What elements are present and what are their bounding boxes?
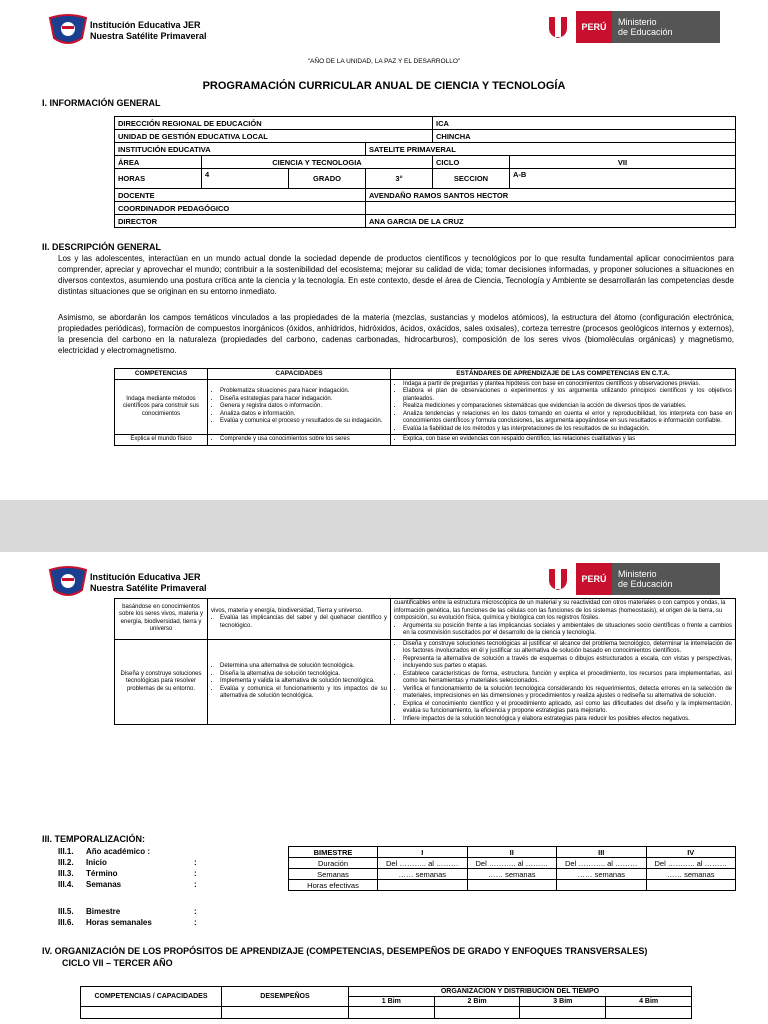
list-item: • Argumenta su posición frente a las implicancias sociales y ambientales de situaciones socio científicas o frente a cambios en la cosmovisión suscitados por el desarrollo de la ciencia y tecnología. — [403, 623, 732, 638]
horas-label: HORAS — [115, 169, 202, 189]
item-label: Inicio — [86, 858, 107, 867]
item-label: Año académico : — [86, 847, 151, 856]
list-item: • Verifica el funcionamiento de la solución tecnológica considerando los requerimientos, detecta errores en la selección de materiales, imprecisiones en las dimensiones y procedimientos y realiza ajustes o rediseña su alternativa de solución. — [403, 686, 732, 701]
school-crest-icon — [48, 12, 88, 48]
duration-value: Del ……….. al ……… — [467, 858, 557, 869]
section-heading-info: I. INFORMACIÓN GENERAL — [42, 98, 161, 108]
item-colon: : — [194, 858, 197, 867]
weeks-value: …… semanas — [467, 869, 557, 880]
document-title: PROGRAMACIÓN CURRICULAR ANUAL DE CIENCIA Y TECNOLOGÍA — [202, 80, 566, 92]
peru-shield-icon — [540, 11, 576, 43]
table-cell — [520, 1007, 606, 1019]
weeks-value: …… semanas — [646, 869, 736, 880]
duration-value: Del ……….. al ……… — [646, 858, 736, 869]
list-item: • Evalúa las implicancias del saber y del quehacer científico y tecnológico. — [220, 615, 387, 630]
col-header-competencias-capacidades: COMPETENCIAS / CAPACIDADES — [81, 987, 222, 1007]
seccion-label: SECCION — [433, 169, 510, 189]
ministry-logo — [540, 11, 720, 43]
section-heading-temporalizacion: III. TEMPORALIZACIÓN: — [42, 834, 145, 844]
school-name-line2: Nuestra Satélite Primaveral — [90, 583, 207, 593]
list-item: • Diseña la alternativa de solución tecnológica. — [220, 671, 387, 679]
temporalization-list — [58, 846, 197, 928]
table-row — [115, 379, 736, 435]
list-item: • Genera y registra datos o información. — [220, 403, 387, 411]
list-item: • Explica, con base en evidencias con respaldo científico, las relaciones cualitativas y las — [403, 436, 732, 444]
ugel-value: CHINCHA — [433, 130, 736, 143]
description-paragraph-2: Asimismo, se abordarán los campos temáticos vinculados a las propiedades de la materia (mezclas, sustancias y modelos atómicos), la estructura del átomo (configuración electrónica, propiedades periódicas), formación de compuestos inorgánicos (óxidos, anhídridos, hidróxidos, ácidos, oxácidos, sales oxisales), corteza terrestre (procesos geológicos internos y externos), la presencia del carbono en la naturaleza (propiedades del carbono, cadenas carbonadas, hidrocarburos), composición de los seres vivos (biomoléculas orgánicas) y magnetismo, electricidad y electromagnetismo. — [58, 313, 734, 355]
page-header — [48, 8, 720, 52]
competency-cell: basándose en conocimientos sobre los seres vivos, materia y energía, biodiversidad, tierra y universo — [115, 599, 208, 640]
item-number: III.4. — [58, 880, 74, 889]
ugel-label: UNIDAD DE GESTIÓN EDUCATIVA LOCAL — [115, 130, 433, 143]
ministry-logo — [540, 563, 720, 595]
list-item: • Evalúa y comunica el proceso y resultados de su indagación. — [220, 418, 387, 426]
section-heading-description: II. DESCRIPCIÓN GENERAL — [42, 242, 162, 252]
ciclo-label: CICLO — [433, 156, 510, 169]
col-header-capacidades: CAPACIDADES — [208, 369, 391, 380]
docente-value: AVENDAÑO RAMOS SANTOS HECTOR — [366, 189, 736, 202]
list-item — [58, 879, 197, 890]
bimester-col-4: IV — [646, 847, 736, 858]
school-name — [90, 20, 207, 42]
competency-cell: Diseña y construye soluciones tecnológicas para resolver problemas de su entorno. — [115, 639, 208, 725]
item-label: Término — [86, 869, 118, 878]
list-item: • Evalúa la fiabilidad de los métodos y las interpretaciones de los resultados de su indagación. — [403, 426, 732, 434]
effective-hours-value — [557, 880, 647, 891]
list-item — [58, 917, 197, 928]
item-number: III.3. — [58, 869, 74, 878]
bimester-header: BIMESTRE — [289, 847, 378, 858]
bimester-col-2: II — [467, 847, 557, 858]
col-header-estandares: ESTÁNDARES DE APRENDIZAJE DE LAS COMPETENCIAS EN C.T.A. — [391, 369, 736, 380]
table-row — [115, 435, 736, 446]
list-item: • Elabora el plan de observaciones o experimentos y los argumenta utilizando principios científicos y los objetivos planteados. — [403, 388, 732, 403]
coordinator-value — [366, 202, 736, 215]
list-item: • Analiza datos e información. — [220, 411, 387, 419]
duration-label: Duración — [289, 858, 378, 869]
capacities-cell — [208, 379, 391, 435]
table-cell — [434, 1007, 520, 1019]
description-paragraph-1: Los y las adolescentes, interactúan en un mundo actual donde la sociedad depende de productos científicos y tecnológicos por lo que resulta fundamental aplicar conocimientos para comprender, apreciar y aprovechar el mundo; contribuir a la sostenibilidad del ecosistema; mejorar su calidad de vida; tomar decisiones informadas, y proponer soluciones a situaciones en diversos contextos, asumiendo una postura crítica ante la ciencia y la tecnología. En este contexto, desde el área de Ciencia, Tecnología y Ambiente se desarrollarán las competencias desde distintas situaciones que se originan en su entorno inmediato. — [58, 254, 734, 296]
duration-value: Del ……….. al ……… — [378, 858, 468, 869]
list-item: • Diseña estrategias para hacer indagación. — [220, 396, 387, 404]
peru-label: PERÚ — [576, 11, 612, 43]
item-colon: : — [194, 918, 197, 927]
competency-cell: Explica el mundo físico — [115, 435, 208, 446]
general-info-table — [114, 116, 736, 228]
item-number: III.5. — [58, 907, 74, 916]
school-name-line2: Nuestra Satélite Primaveral — [90, 31, 207, 41]
coordinator-label: COORDINADOR PEDAGÓGICO — [115, 202, 366, 215]
list-item: • Explica el conocimiento científico y el procedimiento aplicado, así como las dificultades del diseño y la implementación, evalúa su funcionamiento, la eficiencia y propone estrategias para mejorarlo. — [403, 701, 732, 716]
competencies-table-continued — [114, 598, 736, 725]
col-header-time-distribution: ORGANIZACIÓN Y DISTRIBUCIÓN DEL TIEMPO — [348, 987, 691, 997]
peru-label: PERÚ — [576, 563, 612, 595]
school-name-line1: Institución Educativa JER — [90, 20, 201, 30]
item-number: III.2. — [58, 858, 74, 867]
item-colon: : — [194, 907, 197, 916]
section-heading-organizacion: IV. ORGANIZACIÓN DE LOS PROPÓSITOS DE APRENDIZAJE (COMPETENCIAS, DESEMPEÑOS DE GRADO Y ENFOQUES TRANSVERSALES) — [42, 946, 648, 956]
year-motto: "AÑO DE LA UNIDAD, LA PAZ Y EL DESARROLLO" — [307, 58, 461, 65]
ie-value: SATELITE PRIMAVERAL — [366, 143, 736, 156]
school-name-line1: Institución Educativa JER — [90, 572, 201, 582]
grado-label: GRADO — [289, 169, 366, 189]
col-header-competencias: COMPETENCIAS — [115, 369, 208, 380]
list-item — [58, 906, 197, 917]
effective-hours-value — [378, 880, 468, 891]
competency-cell: Indaga mediante métodos científicos para construir sus conocimientos — [115, 379, 208, 435]
capacities-cell — [208, 435, 391, 446]
ciclo-value: VII — [510, 156, 736, 169]
col-header-bim-1: 1 Bim — [348, 997, 434, 1007]
bimester-table — [288, 846, 736, 891]
item-colon: : — [194, 880, 197, 889]
standards-cell — [391, 639, 736, 725]
standards-cell — [391, 599, 736, 640]
horas-value: 4 — [202, 169, 289, 189]
list-item: • Analiza tendencias y relaciones en los datos tomando en cuenta el error y reproducibilidad, los interpreta con base en conocimientos científicos y formula conclusiones, las argumenta apoyándose en sus resultados e información confiable. — [403, 411, 732, 426]
item-number: III.6. — [58, 918, 74, 927]
list-item: • Determina una alternativa de solución tecnológica. — [220, 663, 387, 671]
list-item: • Infiere impactos de la solución tecnológica y elabora estrategias para reducir los posibles efectos negativos. — [403, 716, 732, 724]
competencies-table — [114, 368, 736, 446]
standards-cell — [391, 379, 736, 435]
ministry-line1: Ministerio — [618, 17, 657, 27]
list-item: • Comprende y usa conocimientos sobre los seres — [220, 436, 387, 444]
effective-hours-value — [467, 880, 557, 891]
list-item: • Establece características de forma, estructura, función y explica el procedimiento, los recursos para implementarlas, así como las herramientas y materiales seleccionados. — [403, 671, 732, 686]
col-header-desempenos: DESEMPEÑOS — [222, 987, 349, 1007]
school-name — [90, 572, 207, 594]
item-number: III.1. — [58, 847, 74, 856]
document-page-1 — [0, 0, 768, 500]
effective-hours-label: Horas efectivas — [289, 880, 378, 891]
weeks-label: Semanas — [289, 869, 378, 880]
table-cell — [222, 1007, 349, 1019]
standards-cell — [391, 435, 736, 446]
docente-label: DOCENTE — [115, 189, 366, 202]
item-label: Semanas — [86, 880, 122, 889]
duration-value: Del ……….. al ……… — [557, 858, 647, 869]
director-label: DIRECTOR — [115, 215, 366, 228]
area-label: ÁREA — [115, 156, 202, 169]
ministry-line2: de Educación — [618, 579, 673, 589]
ministry-line1: Ministerio — [618, 569, 657, 579]
item-colon: : — [194, 869, 197, 878]
bimester-col-3: III — [557, 847, 647, 858]
capacities-cell — [208, 599, 391, 640]
ministry-line2: de Educación — [618, 27, 673, 37]
weeks-value: …… semanas — [557, 869, 647, 880]
learning-purposes-table — [80, 986, 692, 1019]
list-item: • Realiza mediciones y comparaciones sistemáticas que evidencian la acción de diversos tipos de variables. — [403, 403, 732, 411]
seccion-value: A-B — [510, 169, 736, 189]
ministry-label — [612, 563, 720, 595]
list-item: • Indaga a partir de preguntas y plantea hipótesis con base en conocimientos científicos y observaciones previas. — [403, 381, 732, 389]
capacities-cell — [208, 639, 391, 725]
list-item: • Implementa y valida la alternativa de solución tecnológica. — [220, 678, 387, 686]
table-row — [115, 639, 736, 725]
bimester-col-1: I — [378, 847, 468, 858]
col-header-bim-2: 2 Bim — [434, 997, 520, 1007]
ie-label: INSTITUCIÓN EDUCATIVA — [115, 143, 366, 156]
dre-value: ICA — [433, 117, 736, 130]
item-label: Bimestre — [86, 907, 121, 916]
list-item — [58, 846, 197, 857]
weeks-value: …… semanas — [378, 869, 468, 880]
list-item — [58, 868, 197, 879]
grado-value: 3° — [366, 169, 433, 189]
cycle-subheading: CICLO VII – TERCER AÑO — [62, 958, 173, 968]
list-item: • Representa la alternativa de solución a través de esquemas o dibujos estructurados a escala, con vistas y perspectivas, incluyendo sus partes o etapas. — [403, 656, 732, 671]
peru-shield-icon — [540, 563, 576, 595]
list-item — [58, 857, 197, 868]
table-cell — [606, 1007, 692, 1019]
col-header-bim-4: 4 Bim — [606, 997, 692, 1007]
director-value: ANA GARCIA DE LA CRUZ — [366, 215, 736, 228]
list-item: • Diseña y construye soluciones tecnológicas al justificar el alcance del problema tecnológico, determinar la interrelación de los factores involucrados en él y justificar su alternativa de solución basado en conocimientos científicos. — [403, 641, 732, 656]
dre-label: DIRECCIÓN REGIONAL DE EDUCACIÓN — [115, 117, 433, 130]
list-item: • Problematiza situaciones para hacer indagación. — [220, 388, 387, 396]
effective-hours-value — [646, 880, 736, 891]
table-row — [115, 599, 736, 640]
ministry-label — [612, 11, 720, 43]
item-label: Horas semanales — [86, 918, 152, 927]
table-cell — [348, 1007, 434, 1019]
standard-text: cuantificables entre la estructura microscópica de un material y su reactividad con otros materiales o con campos y ondas, la información genética, las funciones de las células con las funciones de los sistemas (homeostasis), el origen de la tierra, su composición, su evolución física, química y biológica con los registros fósiles. — [394, 600, 726, 621]
col-header-bim-3: 3 Bim — [520, 997, 606, 1007]
table-cell — [81, 1007, 222, 1019]
capacity-text: vivos, materia y energía, biodiversidad, Tierra y universo. — [211, 607, 363, 614]
list-item: • Evalúa y comunica el funcionamiento y los impactos de su alternativa de solución tecnológica. — [220, 686, 387, 701]
area-value: CIENCIA Y TECNOLOGIA — [202, 156, 433, 169]
school-crest-icon — [48, 564, 88, 600]
